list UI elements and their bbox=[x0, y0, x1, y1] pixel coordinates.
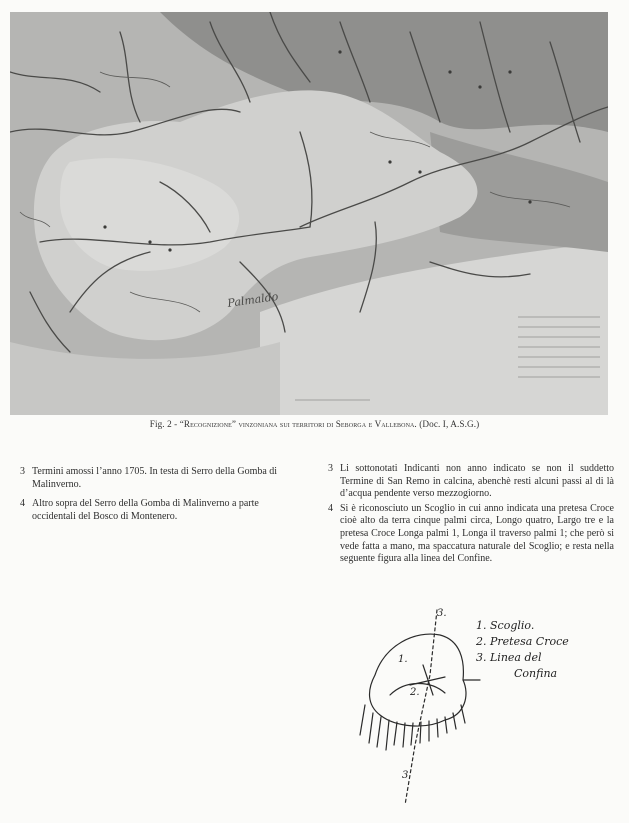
legend-item bbox=[476, 634, 616, 650]
legend-num: 2. bbox=[476, 635, 487, 648]
legend-text: Scoglio. bbox=[490, 619, 535, 632]
entry-text: Altro sopra del Serro della Gomba di Malinverno a parte occidentali del Bosco di Montenero. bbox=[32, 498, 259, 522]
mark-left: 1. bbox=[398, 654, 408, 665]
mark-top: 3. bbox=[437, 608, 447, 619]
historical-map bbox=[10, 12, 608, 415]
caption-title: Recognizione bbox=[183, 419, 232, 429]
left-entry bbox=[20, 498, 298, 523]
caption-title-end: ” vinzoniana sui territori di Seborga e Vallebona. bbox=[231, 419, 417, 429]
map-place-label: Palmaldo bbox=[226, 289, 280, 310]
right-entry bbox=[328, 463, 614, 501]
sketch-legend bbox=[476, 618, 616, 682]
right-entry bbox=[328, 503, 614, 566]
left-column bbox=[20, 466, 298, 530]
legend-num: 3. bbox=[476, 651, 487, 664]
entry-number: 4 bbox=[328, 502, 333, 514]
entry-number: 3 bbox=[20, 466, 25, 477]
caption-source: (Doc. I, A.S.G.) bbox=[416, 419, 480, 429]
figure-caption bbox=[0, 419, 629, 429]
entry-number: 4 bbox=[20, 498, 25, 510]
legend-text: Linea del bbox=[490, 651, 542, 664]
legend-item bbox=[476, 618, 616, 634]
left-entry bbox=[20, 466, 298, 491]
entry-text: Termini amossi l’anno 1705. In testa di Serro della Gomba di Malinverno. bbox=[32, 466, 278, 490]
right-column bbox=[328, 463, 614, 568]
legend-text: Confina bbox=[514, 667, 558, 680]
legend-item bbox=[476, 666, 616, 682]
mark-right: 2. bbox=[410, 687, 420, 698]
caption-fig: Fig. 2 - “ bbox=[149, 419, 184, 429]
map-drawing bbox=[10, 12, 608, 415]
legend-item bbox=[476, 650, 616, 666]
entry-text: Li sottonotati Indicanti non anno indicato se non il suddetto Termine di San Remo in calcina, abenchè resti alcuni passi al di là d’acqua pendente verso mezzogiorno. bbox=[340, 463, 614, 500]
mark-bottom: 3 bbox=[402, 770, 409, 781]
legend-text: Pretesa Croce bbox=[490, 635, 569, 648]
entry-text: Si è riconosciuto un Scoglio in cui anno indicata una pretesa Croce cioè alto da terra cinque palmi circa, Longo quatro, Largo tre e la pretesa Croce Longa palmi 1, Longa il traverso palmi 1; che però si vede fatta a mano, ma spaccatura naturale del Scoglio; e resta nella seguente figura alla linea del Confine. bbox=[340, 502, 614, 565]
legend-num: 1. bbox=[476, 619, 487, 632]
entry-number: 3 bbox=[328, 463, 333, 474]
